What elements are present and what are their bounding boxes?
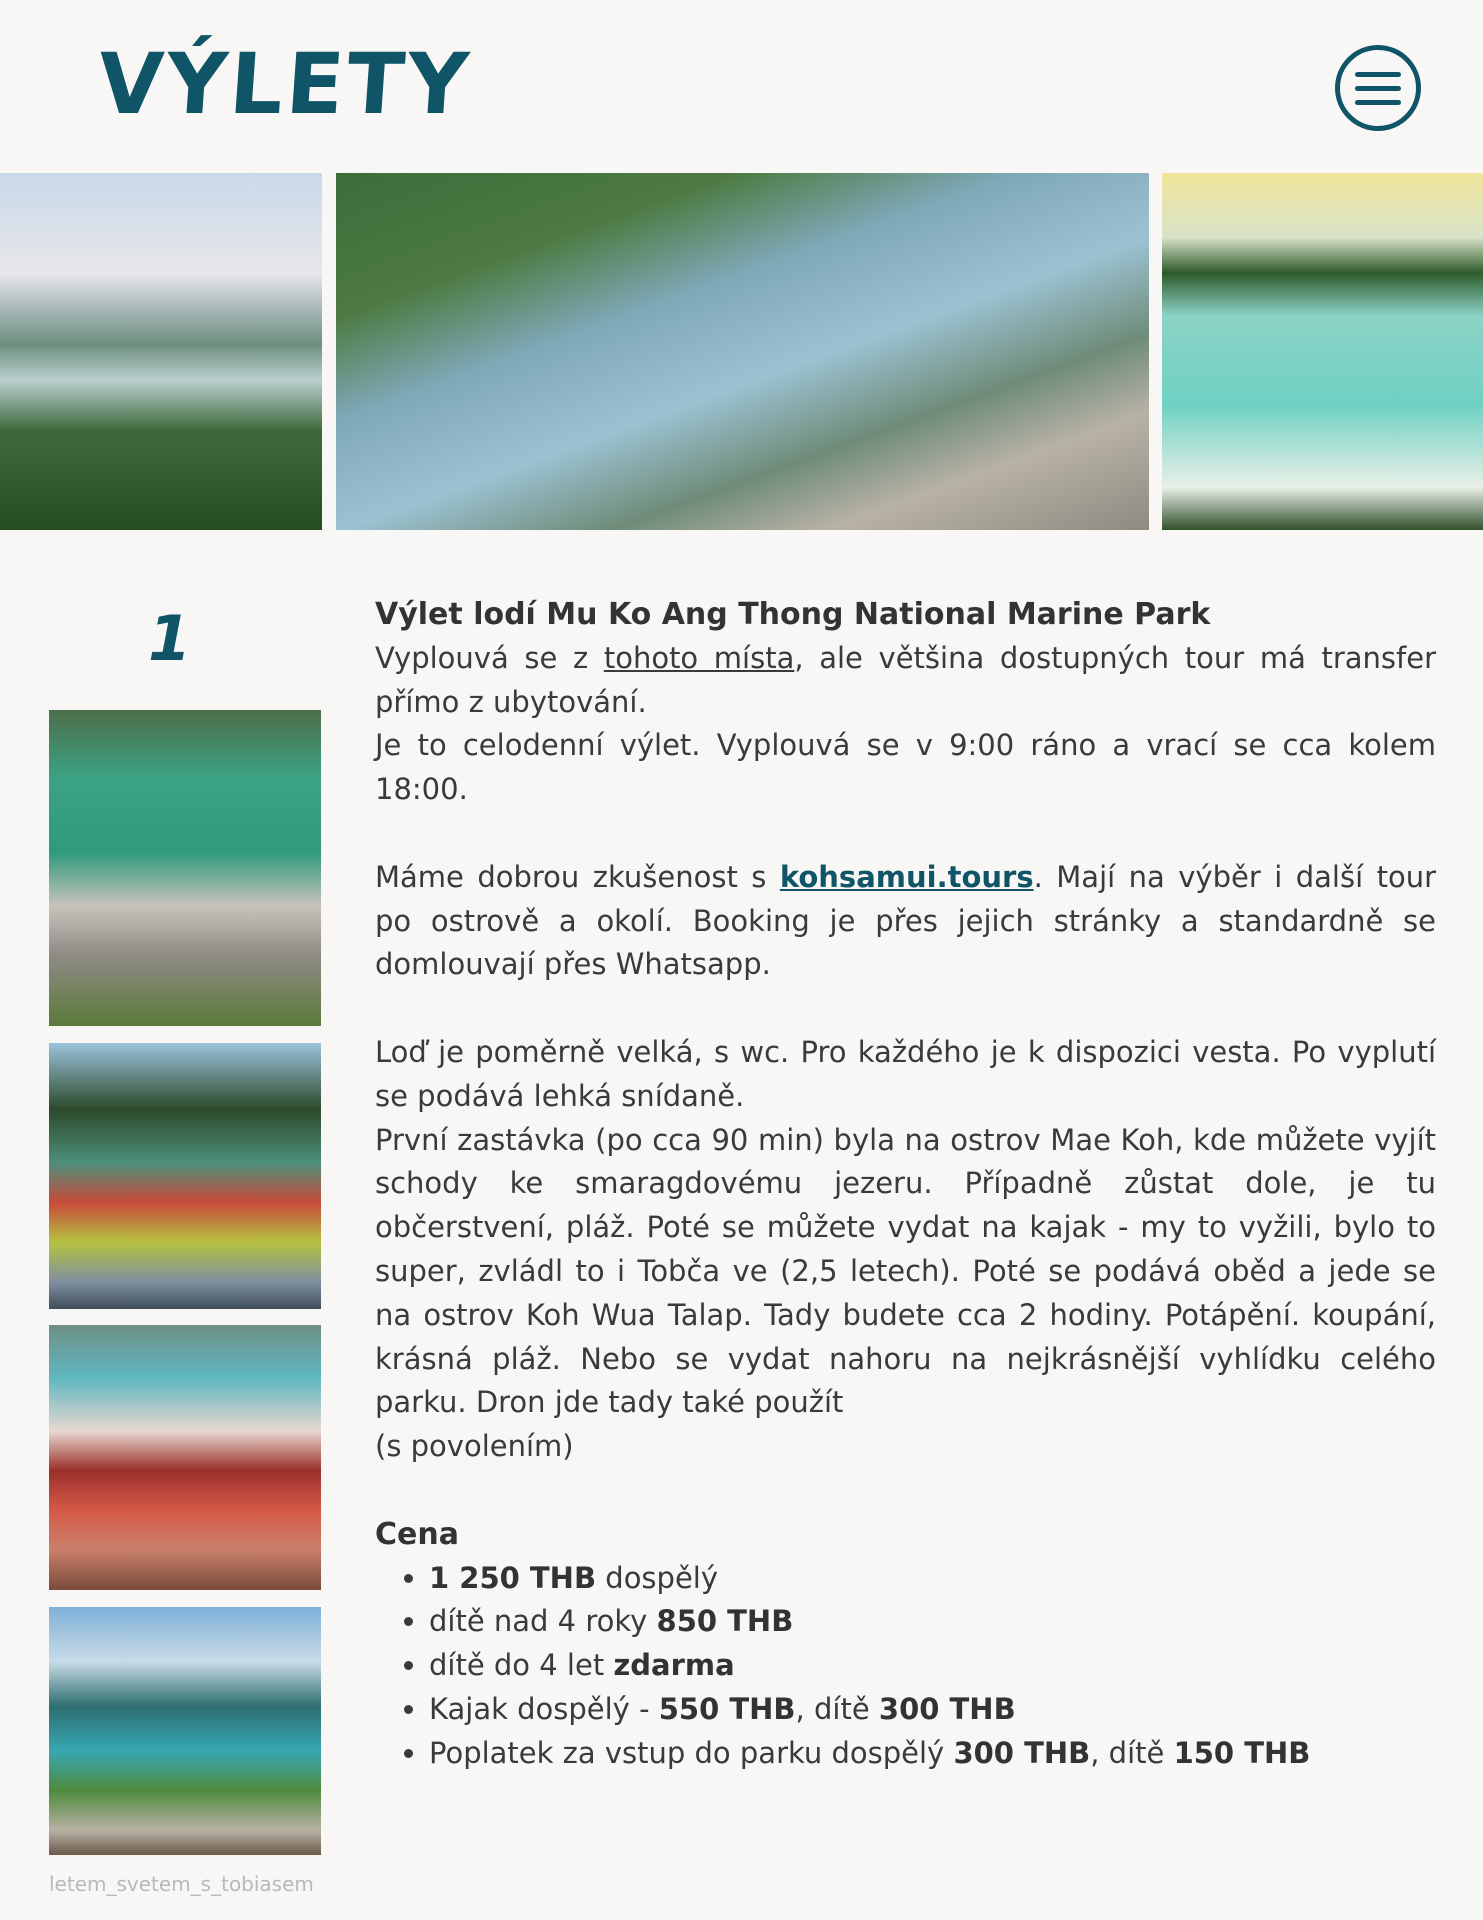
kohsamui-tours-link[interactable]: kohsamui.tours	[779, 859, 1034, 894]
paragraph-schedule: Je to celodenní výlet. Vyplouvá se v 9:00 ráno a vrací se cca kolem 18:00.	[375, 728, 1436, 807]
departure-place-link[interactable]: tohoto místa	[603, 640, 795, 675]
photo-lunch-on-boat	[49, 1325, 321, 1590]
price-item-kayak	[429, 1688, 1436, 1732]
menu-line	[1355, 86, 1401, 91]
trip-title: Výlet lodí Mu Ko Ang Thong National Marine Park	[375, 597, 1211, 632]
text: , dítě	[795, 1691, 879, 1726]
text: . Mají na výběr i další tour po ostrově a okolí. Booking je přes jejich stránky a standardně se domlouvají přes Whatsapp.	[375, 859, 1436, 982]
price-list	[375, 1557, 1436, 1776]
menu-line	[1355, 100, 1401, 105]
photo-viewpoint-trail	[336, 173, 1149, 530]
photo-islands-view	[0, 173, 322, 530]
price-item-child-over-4	[429, 1600, 1436, 1644]
hamburger-menu-icon[interactable]	[1335, 45, 1421, 131]
site-logo[interactable]: VÝLETY	[94, 35, 475, 133]
photo-viewpoint-islands	[49, 1607, 321, 1855]
photo-kayaks	[49, 1043, 321, 1309]
price-item-park-fee	[429, 1732, 1436, 1776]
text: Poplatek za vstup do parku dospělý	[429, 1735, 954, 1770]
price: 1 250 THB	[429, 1560, 597, 1595]
text: Kajak dospělý -	[429, 1691, 659, 1726]
paragraph-operator	[375, 856, 1436, 987]
paragraph-itinerary: První zastávka (po cca 90 min) byla na ostrov Mae Koh, kde můžete vyjít schody ke smaragdovému jezeru. Případně zůstat dole, je tu občerstvení, pláž. Poté se můžete vydat na kajak - my to vyžili, bylo to super, zvládl to i Tobča ve (2,5 letech). Poté se podává oběd a jede se na ostrov Koh Wua Talap. Tady budete cca 2 hodiny. Potápění. koupání, krásná pláž. Nebo se vydat nahoru na nejkrásnější vyhlídku celého parku. Dron jde tady také použít	[375, 1122, 1436, 1420]
trip-number: 1	[148, 602, 192, 675]
paragraph-drone-note: (s povolením)	[375, 1429, 574, 1464]
photo-beach-pier	[1162, 173, 1483, 530]
text: , ale většina dostupných tour má transfer přímo z ubytování.	[375, 640, 1437, 719]
price: 550 THB	[658, 1691, 796, 1726]
photo-credit: letem_svetem_s_tobiasem	[49, 1872, 314, 1896]
price-item-child-under-4	[429, 1644, 1436, 1688]
price: 300 THB	[953, 1735, 1091, 1770]
photo-emerald-lake	[49, 710, 321, 1026]
text: Máme dobrou zkušenost s	[375, 859, 780, 894]
price: 300 THB	[878, 1691, 1016, 1726]
trip-article	[375, 593, 1436, 1776]
text: dospělý	[596, 1560, 719, 1595]
text: , dítě	[1090, 1735, 1174, 1770]
text: dítě do 4 let	[429, 1648, 614, 1683]
price-item-adult	[429, 1557, 1436, 1601]
paragraph-boat: Loď je poměrně velká, s wc. Pro každého je k dispozici vesta. Po vyplutí se podává lehká snídaně.	[375, 1034, 1436, 1113]
price: zdarma	[613, 1648, 735, 1683]
price: 150 THB	[1173, 1735, 1311, 1770]
text: dítě nad 4 roky	[429, 1604, 657, 1639]
menu-line	[1355, 72, 1401, 77]
paragraph-departure	[375, 637, 1436, 725]
text: Vyplouvá se z	[375, 640, 604, 675]
price-heading: Cena	[375, 1516, 459, 1552]
price: 850 THB	[656, 1604, 794, 1639]
